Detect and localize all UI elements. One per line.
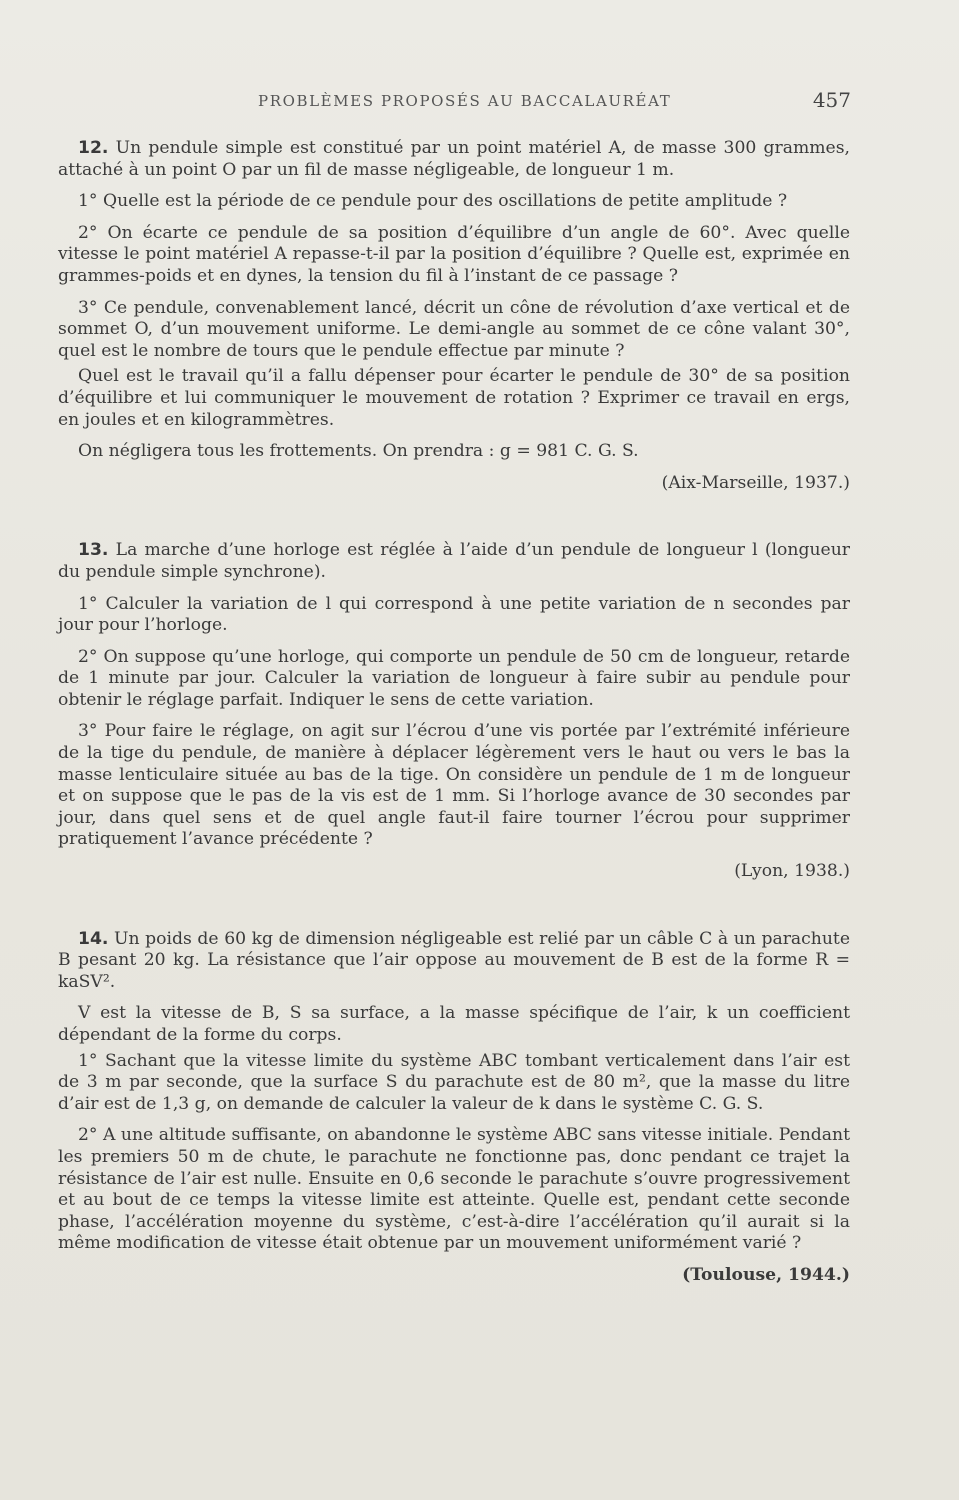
problem-paragraph: 1° Calculer la variation de l qui correspond à une petite variation de n secondes par jour pour l’horloge. — [58, 593, 850, 636]
problem-paragraph: 13. La marche d’une horloge est réglée à l’aide d’un pendule de longueur l (longueur du pendule simple synchrone). — [58, 540, 850, 582]
problem-13 — [58, 540, 850, 882]
problem-paragraph: 2° A une altitude suffisante, on abandonne le système ABC sans vitesse initiale. Pendant les premiers 50 m de chute, le parachute ne fonctionne pas, donc pendant ce trajet la résistance de l’air est nulle. Ensuite en 0,6 seconde le parachute s’ouvre progressivement et au bout de ce temps la vitesse limite est atteinte. Quelle est, pendant cette seconde phase, l’accélération moyenne du système, c’est-à-dire l’accélération qu’il aurait si la même modification de vitesse était obtenue par un mouvement uniformément varié ? — [58, 1125, 850, 1254]
problem-number: 13. — [78, 540, 109, 561]
problem-paragraph: V est la vitesse de B, S sa surface, a la masse spécifique de l’air, k un coefficient dépendant de la forme du corps. — [58, 1003, 850, 1045]
problem-source: (Aix-Marseille, 1937.) — [661, 472, 850, 493]
page-number: 457 — [812, 88, 851, 112]
problem-paragraph: Quel est le travail qu’il a fallu dépenser pour écarter le pendule de 30° de sa position d’équilibre et lui communiquer le mouvement de rotation ? Exprimer ce travail en ergs, en joules et en kilogrammètres. — [58, 366, 850, 430]
problem-paragraph: 2° On écarte ce pendule de sa position d’équilibre d’un angle de 60°. Avec quelle vitesse le point matériel A repasse-t-il par la position d’équilibre ? Quelle est, exprimée en grammes-poids et en dynes, la tension du fil à l’instant de ce passage ? — [58, 222, 850, 286]
problem-paragraph: 2° On suppose qu’une horloge, qui comporte un pendule de 50 cm de longueur, retarde de 1 minute par jour. Calculer la variation de longueur à faire subir au pendule pour obtenir le réglage parfait. Indiquer le sens de cette variation. — [58, 646, 850, 710]
running-head-title: PROBLÈMES PROPOSÉS AU BACCALAURÉAT — [258, 92, 672, 110]
page-body — [58, 138, 850, 1297]
problem-paragraph: 14. Un poids de 60 kg de dimension négligeable est relié par un câble C à un parachute B pesant 20 kg. La résistance que l’air oppose au mouvement de B est de la forme R = kaSV². — [58, 928, 850, 992]
problem-paragraph: 12. Un pendule simple est constitué par un point matériel A, de masse 300 grammes, attaché à un point O par un fil de masse négligeable, de longueur 1 m. — [58, 138, 851, 180]
problem-14 — [58, 929, 850, 1287]
problem-paragraph: 1° Sachant que la vitesse limite du système ABC tombant verticalement dans l’air est de 3 m par seconde, que la surface S du parachute est de 80 m², que la masse du litre d’air est de 1,3 g, on demande de calculer la valeur de k dans le système C. G. S. — [58, 1050, 850, 1114]
problem-source: (Lyon, 1938.) — [734, 861, 850, 882]
problem-12 — [58, 138, 850, 494]
problem-paragraph: 3° Pour faire le réglage, on agit sur l’écrou d’une vis portée par l’extrémité inférieure de la tige du pendule, de manière à déplacer légèrement vers le haut ou vers le bas la masse lenticulaire située au bas de la tige. On considère un pendule de 1 m de longueur et on suppose que le pas de la vis est de 1 mm. Si l’horloge avance de 30 secondes par jour, dans quel sens et de quel angle faut-il faire tourner l’écrou pour supprimer pratiquement l’avance précédente ? — [58, 721, 850, 850]
problem-number: 12. — [78, 138, 109, 158]
problem-number: 14. — [78, 928, 109, 949]
problem-paragraph: On négligera tous les frottements. On prendra : g = 981 C. G. S. — [78, 441, 639, 462]
problem-paragraph: 1° Quelle est la période de ce pendule pour des oscillations de petite amplitude ? — [78, 191, 788, 212]
problem-paragraph: 3° Ce pendule, convenablement lancé, décrit un cône de révolution d’axe vertical et de sommet O, d’un mouvement uniforme. Le demi-angle au sommet de ce cône valant 30°, quel est le nombre de tours que le pendule effectue par minute ? — [58, 297, 850, 361]
problem-source: (Toulouse, 1944.) — [682, 1264, 850, 1285]
